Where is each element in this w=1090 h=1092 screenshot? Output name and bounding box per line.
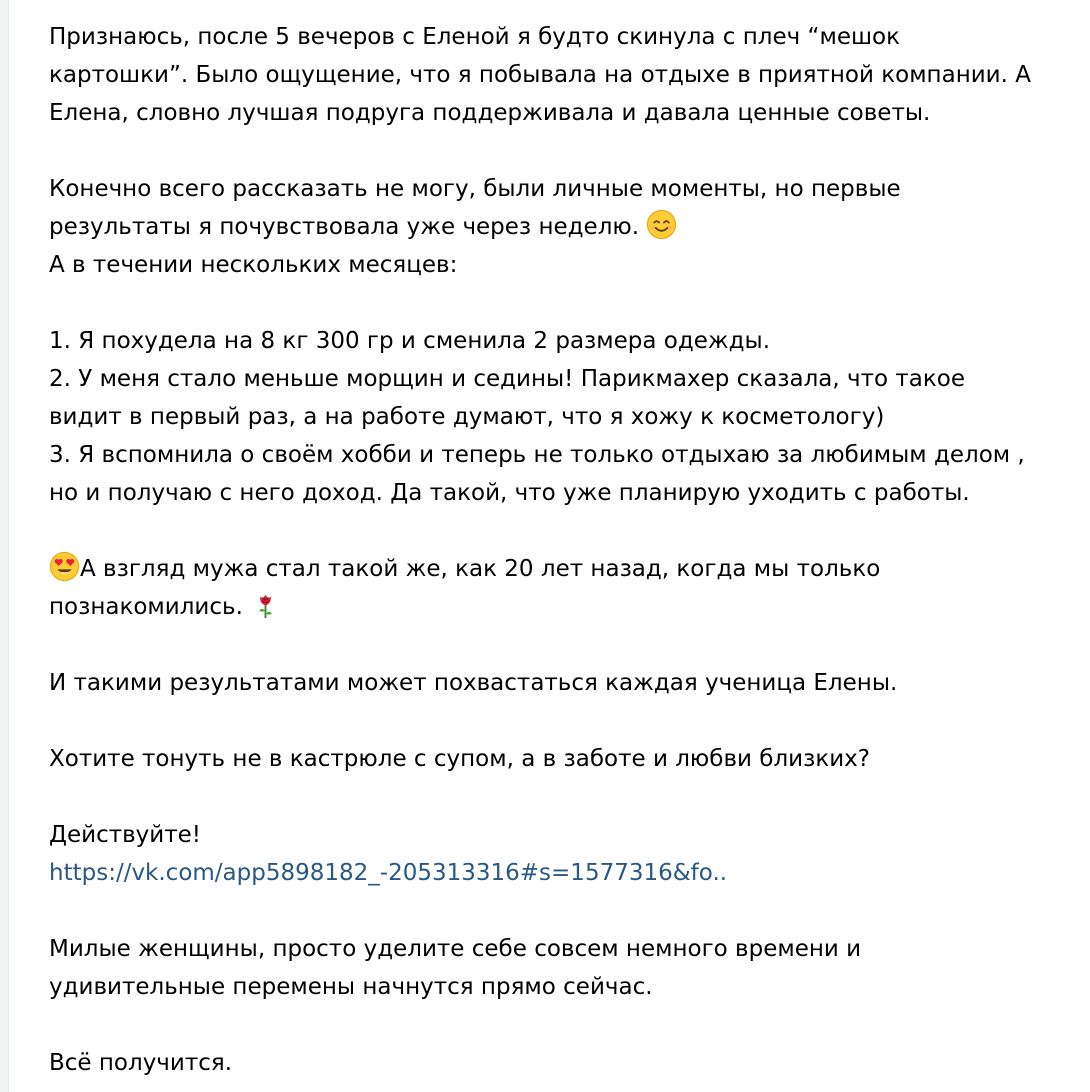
smiling-face-with-smiling-eyes-icon bbox=[646, 209, 677, 240]
text-fragment: результаты я почувствовала уже через неделю. bbox=[49, 214, 647, 240]
list-item: видит в первый раз, а на работе думают, что я хожу к косметологу) bbox=[49, 404, 885, 430]
paragraph-results-intro bbox=[49, 170, 1069, 284]
text-line bbox=[49, 588, 1069, 626]
text-line: Конечно всего рассказать не могу, были личные моменты, но первые bbox=[49, 176, 901, 202]
paragraph-intro bbox=[49, 18, 1069, 132]
text-line: И такими результатами может похвастаться каждая ученица Елены. bbox=[49, 670, 898, 696]
paragraph-question bbox=[49, 740, 1069, 778]
paragraph-closing bbox=[49, 1044, 1069, 1082]
smiling-face-with-heart-eyes-icon bbox=[49, 551, 80, 582]
text-line: Елена, словно лучшая подруга поддерживала и давала ценные советы. bbox=[49, 100, 931, 126]
text-line: А в течении нескольких месяцев: bbox=[49, 252, 458, 278]
paragraph-appeal bbox=[49, 930, 1069, 1006]
results-list bbox=[49, 322, 1069, 512]
rose-icon bbox=[250, 589, 281, 620]
paragraph-results bbox=[49, 664, 1069, 702]
paragraph-call-to-action bbox=[49, 816, 1069, 892]
text-fragment: познакомились. bbox=[49, 594, 251, 620]
list-item: но и получаю с него доход. Да такой, что уже планирую уходить с работы. bbox=[49, 480, 970, 506]
post-text bbox=[49, 18, 1069, 1082]
text-fragment: А взгляд мужа стал такой же, как 20 лет назад, когда мы только bbox=[80, 556, 881, 582]
text-line bbox=[49, 208, 1069, 246]
text-line: картошки”. Было ощущение, что я побывала на отдыхе в приятной компании. А bbox=[49, 62, 1031, 88]
text-line: Всё получится. bbox=[49, 1050, 233, 1076]
text-line bbox=[49, 550, 1069, 588]
list-item: 2. У меня стало меньше морщин и седины! Парикмахер сказала, что такое bbox=[49, 366, 966, 392]
text-line: Хотите тонуть не в кастрюле с супом, а в заботе и любви близких? bbox=[49, 746, 870, 772]
list-item: 3. Я вспомнила о своём хобби и теперь не только отдыхаю за любимым делом , bbox=[49, 442, 1025, 468]
text-line: удивительные перемены начнутся прямо сейчас. bbox=[49, 974, 653, 1000]
app-link[interactable]: https://vk.com/app5898182_-205313316#s=1577316&fo.. bbox=[49, 860, 728, 886]
text-line: Действуйте! bbox=[49, 822, 201, 848]
left-rail bbox=[0, 0, 9, 1092]
paragraph-husband bbox=[49, 550, 1069, 626]
text-line: Признаюсь, после 5 вечеров с Еленой я будто скинула с плеч “мешок bbox=[49, 24, 900, 50]
text-line: Милые женщины, просто уделите себе совсем немного времени и bbox=[49, 936, 862, 962]
list-item: 1. Я похудела на 8 кг 300 гр и сменила 2 размера одежды. bbox=[49, 328, 771, 354]
